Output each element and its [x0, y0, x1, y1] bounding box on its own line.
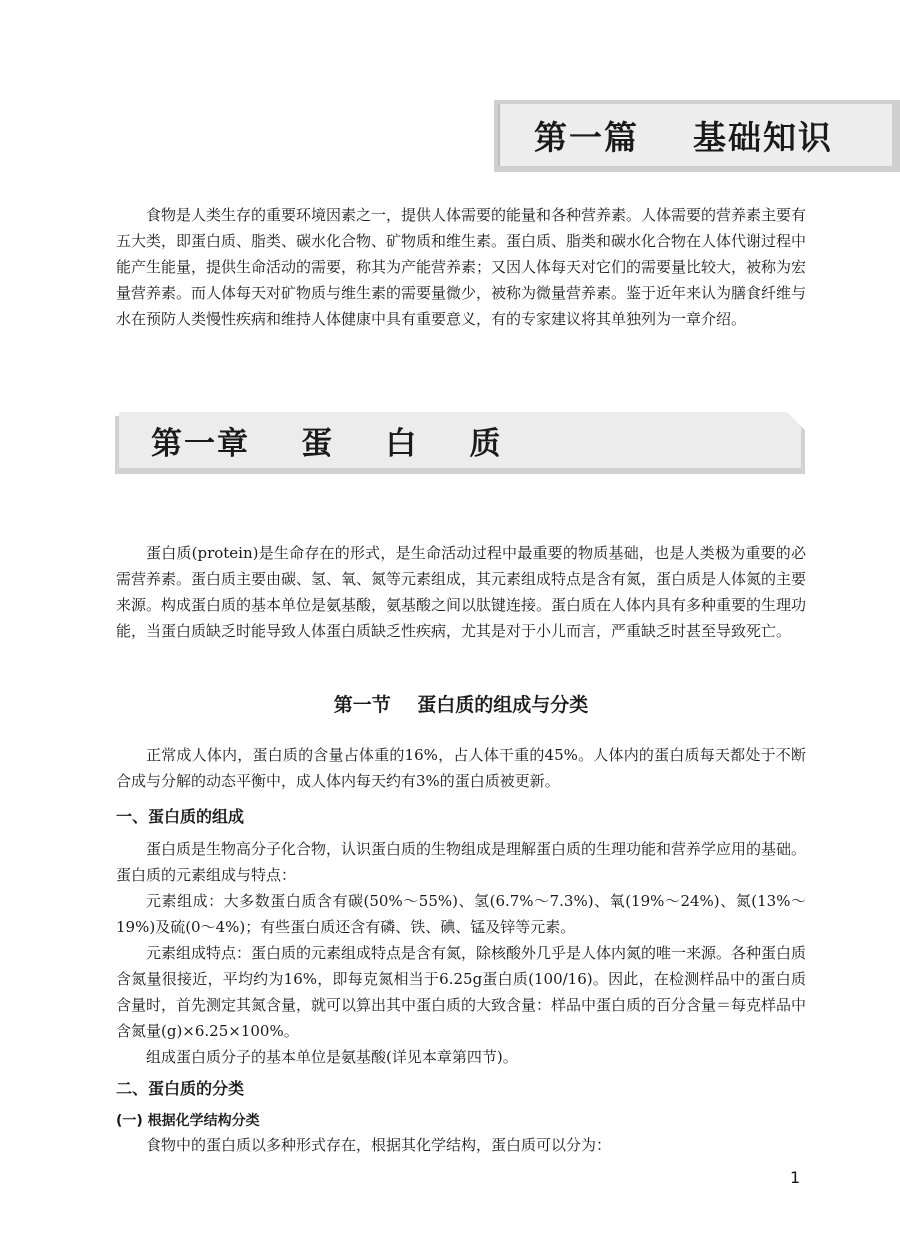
part-banner-face — [498, 104, 892, 166]
composition-paragraph-1: 蛋白质是生物高分子化合物，认识蛋白质的生物组成是理解蛋白质的生理功能和营养学应用的基础。蛋白质的元素组成与特点： — [116, 840, 807, 884]
chapter-banner-fold — [787, 412, 805, 430]
chapter-banner-face — [119, 412, 801, 468]
chapter-banner — [115, 412, 805, 470]
subsection-heading-composition: 一、蛋白质的组成 — [116, 807, 245, 826]
classification-subheading: (一) 根据化学结构分类 — [116, 1113, 260, 1129]
composition-paragraph-3: 元素组成特点：蛋白质的元素组成特点是含有氮，除核酸外几乎是人体内氮的唯一来源。各种蛋白质含氮量很接近，平均约为16%，即每克氮相当于6.25g蛋白质(100/16)。因此，在检测样品中的蛋白质含量时，首先测定其氮含量，就可以算出其中蛋白质的大致含量：样品中蛋白质的百分含量＝每克样品中含氮量(g)×6.25×100%。 — [116, 944, 807, 1040]
subsection-heading-classification: 二、蛋白质的分类 — [116, 1079, 245, 1098]
composition-paragraph-2: 元素组成：大多数蛋白质含有碳(50%～55%)、氢(6.7%～7.3%)、氧(19%～24%)、氮(13%～19%)及硫(0～4%)；有些蛋白质还含有磷、铁、碘、锰及锌等元素。 — [116, 892, 806, 936]
classification-paragraph-1: 食物中的蛋白质以多种形式存在，根据其化学结构，蛋白质可以分为： — [146, 1136, 612, 1154]
part-banner — [494, 100, 900, 172]
chapter-title: 第一章 蛋 白 质 — [151, 425, 503, 462]
composition-paragraph-4: 组成蛋白质分子的基本单位是氨基酸(详见本章第四节)。 — [146, 1048, 518, 1066]
section-title: 第一节 蛋白质的组成与分类 — [333, 694, 589, 716]
page-number: 1 — [790, 1168, 801, 1187]
intro-paragraph: 食物是人类生存的重要环境因素之一，提供人体需要的能量和各种营养素。人体需要的营养素主要有五大类，即蛋白质、脂类、碳水化合物、矿物质和维生素。蛋白质、脂类和碳水化合物在人体代谢过程中能产生能量，提供生命活动的需要，称其为产能营养素；又因人体每天对它们的需要量比较大，被称为宏量营养素。而人体每天对矿物质与维生素的需要量微少，被称为微量营养素。鉴于近年来认为膳食纤维与水在预防人类慢性疾病和维持人体健康中具有重要意义，有的专家建议将其单独列为一章介绍。 — [116, 206, 807, 328]
part-title: 第一篇 基础知识 — [534, 117, 833, 157]
chapter-intro-paragraph: 蛋白质(protein)是生命存在的形式，是生命活动过程中最重要的物质基础，也是人类极为重要的必需营养素。蛋白质主要由碳、氢、氧、氮等元素组成，其元素组成特点是含有氮，蛋白质是人体氮的主要来源。构成蛋白质的基本单位是氨基酸，氨基酸之间以肽键连接。蛋白质在人体内具有多种重要的生理功能，当蛋白质缺乏时能导致人体蛋白质缺乏性疾病，尤其是对于小儿而言，严重缺乏时甚至导致死亡。 — [116, 544, 807, 640]
section-paragraph: 正常成人体内，蛋白质的含量占体重的16%，占人体干重的45%。人体内的蛋白质每天都处于不断合成与分解的动态平衡中，成人体内每天约有3%的蛋白质被更新。 — [116, 746, 806, 790]
